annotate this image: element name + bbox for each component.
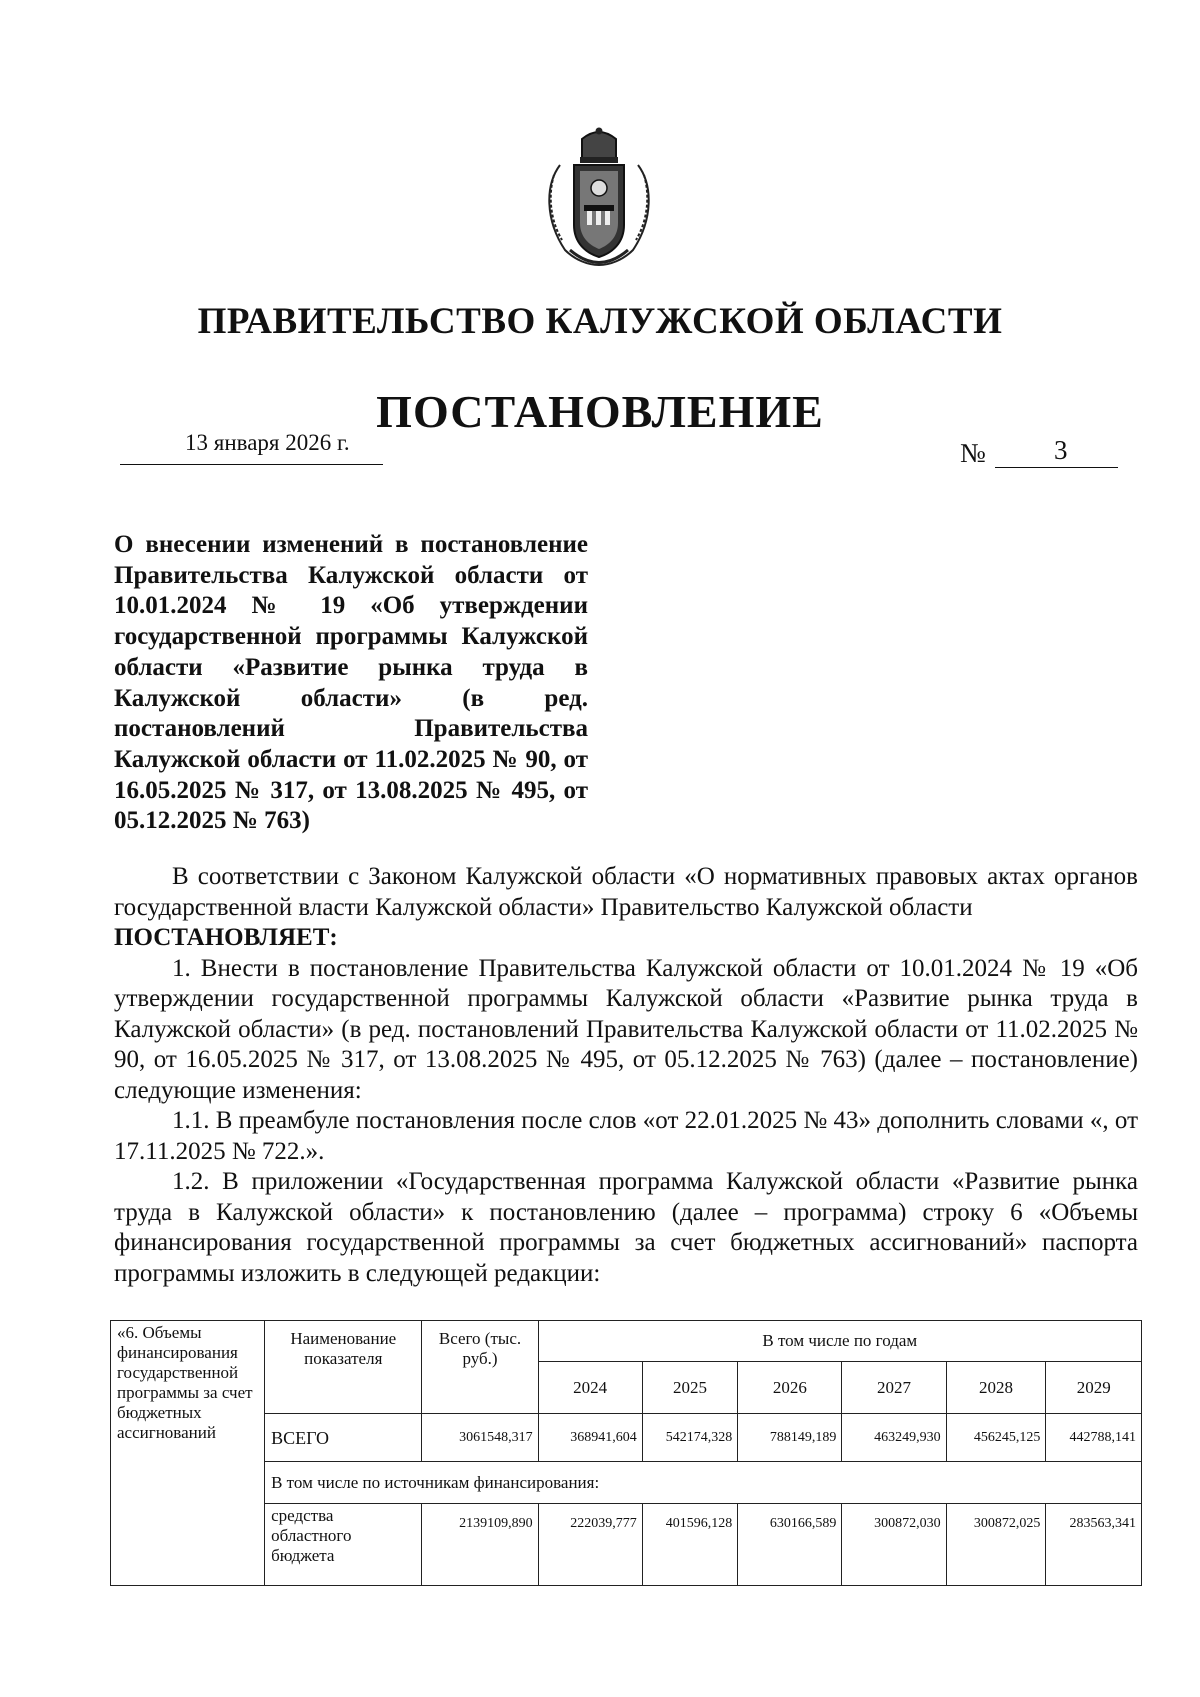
document-body: [114, 862, 1138, 1289]
financing-table: [110, 1320, 1142, 1586]
total-row-value: 788149,189: [738, 1414, 842, 1462]
year-header: 2028: [946, 1362, 1046, 1414]
year-header: 2029: [1046, 1362, 1142, 1414]
regional-row-sum: 2139109,890: [422, 1504, 538, 1586]
organization-title: ПРАВИТЕЛЬСТВО КАЛУЖСКОЙ ОБЛАСТИ: [197, 301, 1003, 342]
year-header: 2027: [842, 1362, 946, 1414]
total-row-value: 463249,930: [842, 1414, 946, 1462]
total-row: [111, 1414, 1142, 1462]
total-row-label: ВСЕГО: [265, 1414, 422, 1462]
regional-row-value: 401596,128: [642, 1504, 738, 1586]
total-header: Всего (тыс. руб.): [422, 1321, 538, 1414]
row-label-cell: «6. Объемы финансирования государственной программы за счет бюджетных ассигнований: [111, 1321, 265, 1586]
item-1-paragraph: 1. Внести в постановление Правительства Калужской области от 10.01.2024 № 19 «Об утверждении государственной программы Калужской области «Развитие рынка труда в Калужской области» (в ред. постановлений Правительства Калужской области от 11.02.2025 № 90, от 16.05.2025 № 317, от 13.08.2025 № 495, от 05.12.2025 № 763) (далее – постановление) следующие изменения:: [114, 954, 1138, 1104]
coat-of-arms-icon: [540, 125, 658, 270]
year-header: 2025: [642, 1362, 738, 1414]
document-type-title: ПОСТАНОВЛЕНИЕ: [376, 386, 824, 437]
document-number: 3: [1054, 435, 1068, 465]
regional-row-value: 300872,025: [946, 1504, 1046, 1586]
regional-row-value: 283563,341: [1046, 1504, 1142, 1586]
regional-budget-row: [111, 1504, 1142, 1586]
regional-row-value: 300872,030: [842, 1504, 946, 1586]
regional-row-label: средства областного бюджета: [265, 1504, 422, 1586]
item-1-1-paragraph: 1.1. В преамбуле постановления после слов «от 22.01.2025 № 43» дополнить словами «, от 17.11.2025 № 722.».: [114, 1107, 1138, 1165]
total-row-sum: 3061548,317: [422, 1414, 538, 1462]
total-row-value: 368941,604: [538, 1414, 642, 1462]
total-row-value: 542174,328: [642, 1414, 738, 1462]
resolves-heading: ПОСТАНОВЛЯЕТ:: [114, 924, 338, 951]
total-row-value: 442788,141: [1046, 1414, 1142, 1462]
document-date: 13 января 2026 г.: [185, 430, 350, 455]
regional-row-value: 222039,777: [538, 1504, 642, 1586]
preamble-paragraph: В соответствии с Законом Калужской области «О нормативных правовых актах органов государственной власти Калужской области» Правительство Калужской области: [114, 863, 1138, 921]
year-header: 2024: [538, 1362, 642, 1414]
total-row-value: 456245,125: [946, 1414, 1046, 1462]
regional-row-value: 630166,589: [738, 1504, 842, 1586]
indicator-header: Наименование показателя: [265, 1321, 422, 1414]
document-number-label: №: [960, 438, 986, 468]
item-1-2-paragraph: 1.2. В приложении «Государственная программа Калужской области «Развитие рынка труда в Калужской области» к постановлению (далее – программа) строку 6 «Объемы финансирования государственной программы за счет бюджетных ассигнований» паспорта программы изложить в следующей редакции:: [114, 1168, 1138, 1287]
year-header: 2026: [738, 1362, 842, 1414]
document-subject: О внесении изменений в постановление Правительства Калужской области от 10.01.2024 № 19 «Об утверждении государственной программы Калужской области «Развитие рынка труда в Калужской области» (в ред. постановлений Правительства Калужской области от 11.02.2025 № 90, от 16.05.2025 № 317, от 13.08.2025 № 495, от 05.12.2025 № 763): [114, 531, 588, 835]
years-header: В том числе по годам: [538, 1321, 1141, 1362]
sources-label: В том числе по источникам финансирования:: [265, 1462, 1142, 1504]
